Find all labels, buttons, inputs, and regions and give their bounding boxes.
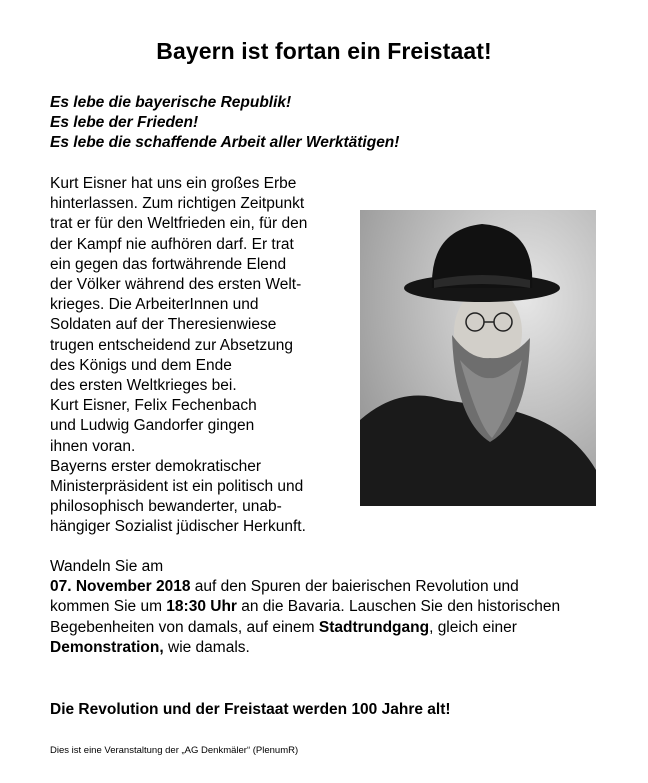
body-line: Kurt Eisner, Felix Fechenbach — [50, 397, 257, 415]
slogan-line: Es lebe der Frieden! — [50, 114, 199, 131]
footer-note: Dies ist eine Veranstaltung der „AG Denkmäler“ (PlenumR) — [50, 745, 299, 756]
event-time: 18:30 Uhr — [166, 598, 237, 616]
invite-line: kommen Sie um 18:30 Uhr an die Bavaria. Lauschen Sie den historischen — [50, 598, 561, 616]
invite-line: 07. November 2018 auf den Spuren der baierischen Revolution und — [50, 578, 519, 596]
body-line: und Ludwig Gandorfer gingen — [50, 417, 255, 435]
body-line: trugen entscheidend zur Absetzung — [50, 336, 294, 354]
event-date: 07. November 2018 — [50, 578, 191, 596]
body-line: philosophisch bewanderter, unab- — [50, 498, 282, 516]
invite-line: Demonstration, wie damals. — [50, 638, 250, 656]
body-line: der Völker während des ersten Welt- — [50, 276, 302, 294]
invite-line: Begebenheiten von damals, auf einem Stadtrundgang, gleich einer — [50, 618, 517, 636]
page-title: Bayern ist fortan ein Freistaat! — [156, 38, 492, 64]
slogan-line: Es lebe die schaffende Arbeit aller Werktätigen! — [50, 134, 400, 151]
portrait-photo — [360, 210, 596, 506]
body-line: Ministerpräsident ist ein politisch und — [50, 478, 304, 496]
closing-statement: Die Revolution und der Freistaat werden 100 Jahre alt! — [50, 701, 451, 718]
invite-line: Wandeln Sie am — [50, 558, 164, 575]
body-line: des ersten Weltkrieges bei. — [50, 377, 237, 395]
body-text — [50, 174, 350, 538]
body-line: krieges. Die ArbeiterInnen und — [50, 296, 259, 314]
body-line: Bayerns erster demokratischer — [50, 457, 262, 475]
body-line: hinterlassen. Zum richtigen Zeitpunkt — [50, 195, 305, 213]
event-type-demo: Demonstration, — [50, 638, 164, 656]
portrait-illustration — [360, 210, 596, 506]
slogan-line: Es lebe die bayerische Republik! — [50, 94, 292, 111]
body-line: Kurt Eisner hat uns ein großes Erbe — [50, 175, 297, 192]
body-line: Soldaten auf der Theresienwiese — [50, 316, 277, 334]
body-line: trat er für den Weltfrieden ein, für den — [50, 215, 308, 233]
body-line: des Königs und dem Ende — [50, 356, 232, 374]
event-type-tour: Stadtrundgang — [318, 618, 430, 636]
body-line: der Kampf nie aufhören darf. Er trat — [50, 235, 294, 253]
slogans — [50, 93, 399, 153]
body-line: hängiger Sozialist jüdischer Herkunft. — [50, 518, 306, 536]
invitation-text — [50, 557, 640, 658]
body-line: ein gegen das fortwährende Elend — [50, 255, 287, 273]
body-line: ihnen voran. — [50, 437, 136, 455]
